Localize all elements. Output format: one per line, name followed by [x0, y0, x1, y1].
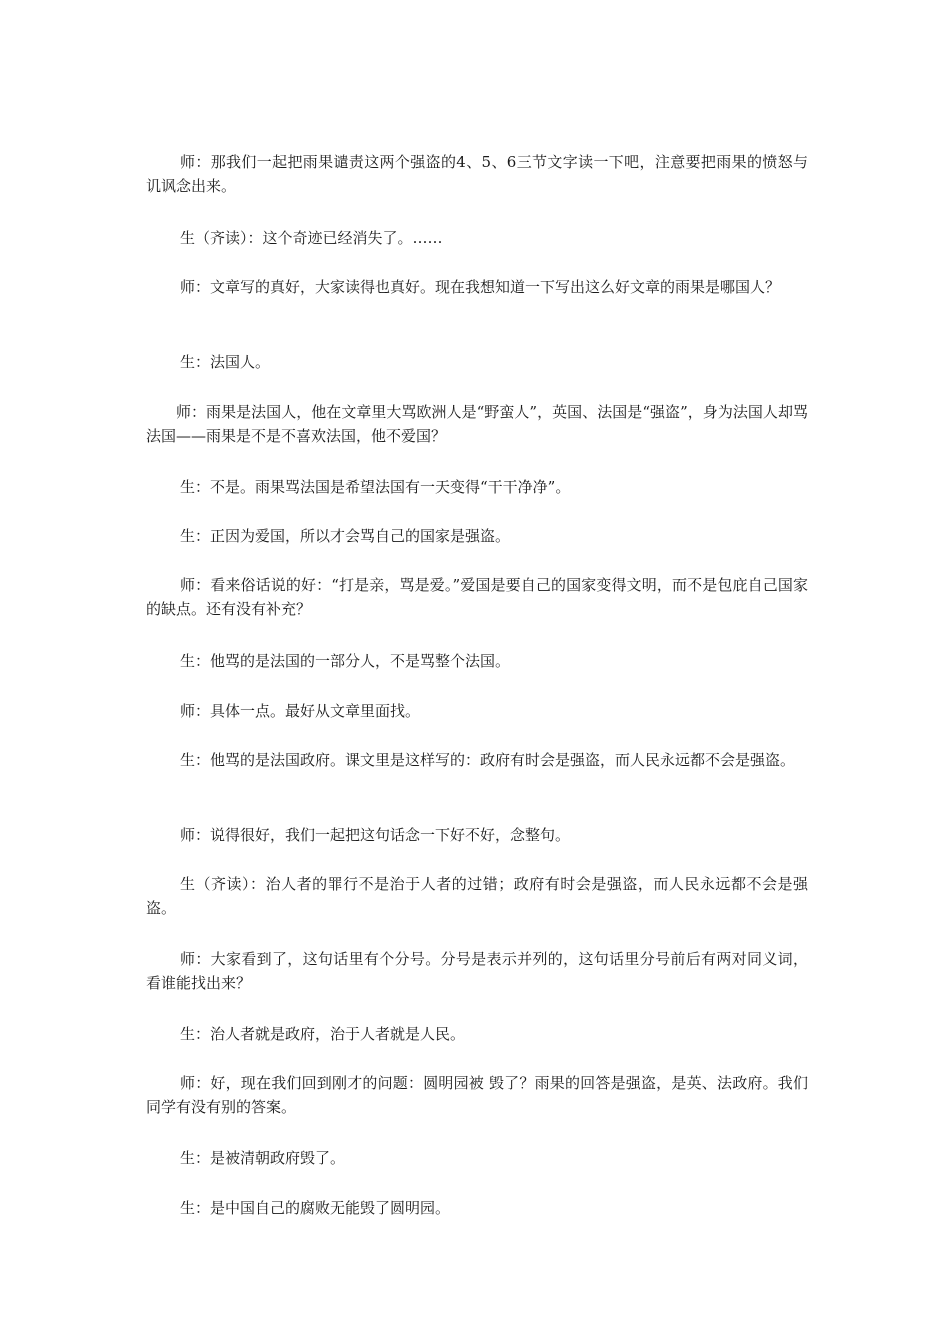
paragraph-2: 生（齐读）：这个奇迹已经消失了。…… [180, 229, 443, 247]
paragraph-5: 师：雨果是法国人，他在文章里大骂欧洲人是“野蛮人”，英国、法国是“强盗”，身为法国人却骂法国——雨果是不是不喜欢法国，他不爱国？ [146, 403, 808, 445]
paragraph-16: 师：好，现在我们回到刚才的问题：圆明园被 毁了？雨果的回答是强盗，是英、法政府。我们同学有没有别的答案。 [146, 1074, 808, 1116]
paragraph-3: 师：文章写的真好，大家读得也真好。现在我想知道一下写出这么好文章的雨果是哪国人？ [180, 278, 781, 296]
paragraph-15: 生：治人者就是政府，治于人者就是人民。 [180, 1025, 466, 1043]
paragraph-17: 生：是被清朝政府毁了。 [180, 1149, 346, 1167]
paragraph-10: 师：具体一点。最好从文章里面找。 [180, 702, 421, 720]
paragraph-9: 生：他骂的是法国的一部分人，不是骂整个法国。 [180, 652, 511, 670]
paragraph-1: 师：那我们一起把雨果谴责这两个强盗的4、5、6三节文字读一下吧，注意要把雨果的愤怒与讥讽念出来。 [146, 153, 808, 195]
paragraph-6: 生：不是。雨果骂法国是希望法国有一天变得“干干净净”。 [180, 478, 571, 496]
paragraph-13: 生（齐读）：治人者的罪行不是治于人者的过错；政府有时会是强盗，而人民永远都不会是强盗。 [146, 875, 808, 917]
paragraph-7: 生：正因为爱国，所以才会骂自己的国家是强盗。 [180, 527, 511, 545]
paragraph-14: 师：大家看到了，这句话里有个分号。分号是表示并列的，这句话里分号前后有两对同义词，看谁能找出来？ [146, 950, 808, 992]
paragraph-8: 师：看来俗话说的好：“打是亲，骂是爱。”爱国是要自己的国家变得文明，而不是包庇自己国家的缺点。还有没有补充？ [146, 576, 808, 618]
paragraph-12: 师：说得很好，我们一起把这句话念一下好不好，念整句。 [180, 826, 571, 844]
paragraph-4: 生：法国人。 [180, 353, 271, 371]
paragraph-11: 生：他骂的是法国政府。课文里是这样写的：政府有时会是强盗，而人民永远都不会是强盗。 [180, 751, 796, 769]
paragraph-18: 生：是中国自己的腐败无能毁了圆明园。 [180, 1199, 451, 1217]
